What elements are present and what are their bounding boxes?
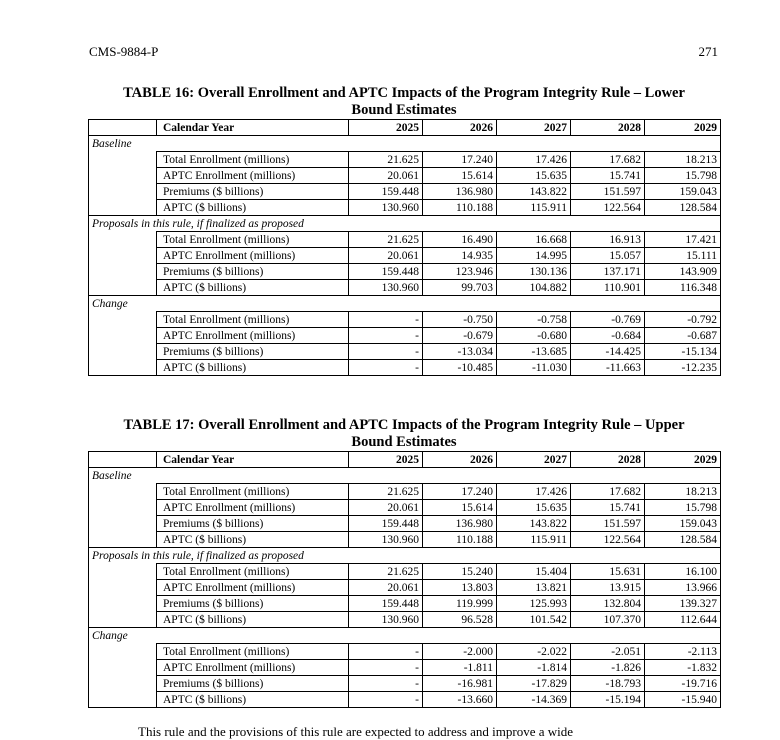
table-row	[89, 312, 721, 328]
value-cell: -0.792	[645, 312, 721, 328]
value-cell: 122.564	[571, 532, 645, 548]
year-header: 2025	[349, 120, 423, 136]
indent-cell	[89, 248, 157, 264]
value-cell: -11.663	[571, 360, 645, 376]
indent-cell	[89, 532, 157, 548]
value-cell: -12.235	[645, 360, 721, 376]
row-label: Premiums ($ billions)	[157, 676, 349, 692]
row-label: Premiums ($ billions)	[157, 184, 349, 200]
value-cell: -	[349, 692, 423, 708]
table-16-title-line2: Bound Estimates	[351, 102, 457, 118]
section-label: Proposals in this rule, if finalized as proposed	[89, 216, 721, 232]
value-cell: 13.966	[645, 580, 721, 596]
table-row	[89, 200, 721, 216]
indent-cell	[89, 264, 157, 280]
value-cell: 17.240	[423, 152, 497, 168]
value-cell: -15.134	[645, 344, 721, 360]
value-cell: 14.935	[423, 248, 497, 264]
value-cell: -0.679	[423, 328, 497, 344]
table-header-row	[89, 120, 721, 136]
value-cell: 18.213	[645, 484, 721, 500]
section-row	[89, 136, 721, 152]
value-cell: 21.625	[349, 564, 423, 580]
value-cell: -1.832	[645, 660, 721, 676]
table-17-block	[88, 417, 720, 708]
row-label: APTC ($ billions)	[157, 532, 349, 548]
value-cell: 15.635	[497, 168, 571, 184]
value-cell: 17.426	[497, 152, 571, 168]
indent-cell	[89, 328, 157, 344]
table-row	[89, 152, 721, 168]
indent-cell	[89, 280, 157, 296]
row-label: APTC ($ billions)	[157, 360, 349, 376]
table-row	[89, 232, 721, 248]
value-cell: 130.960	[349, 200, 423, 216]
table-row	[89, 280, 721, 296]
value-cell: 104.882	[497, 280, 571, 296]
section-label: Change	[89, 628, 721, 644]
value-cell: 17.682	[571, 152, 645, 168]
section-row	[89, 548, 721, 564]
section-row	[89, 216, 721, 232]
value-cell: 20.061	[349, 168, 423, 184]
value-cell: -	[349, 344, 423, 360]
table-row	[89, 264, 721, 280]
value-cell: 16.668	[497, 232, 571, 248]
row-label: Total Enrollment (millions)	[157, 152, 349, 168]
year-header: 2029	[645, 120, 721, 136]
value-cell: 15.404	[497, 564, 571, 580]
table-row	[89, 612, 721, 628]
indent-cell	[89, 644, 157, 660]
value-cell: 130.960	[349, 612, 423, 628]
value-cell: -14.425	[571, 344, 645, 360]
value-cell: 15.635	[497, 500, 571, 516]
value-cell: 15.614	[423, 500, 497, 516]
indent-cell	[89, 564, 157, 580]
table-header-row	[89, 452, 721, 468]
column-header-calendar-year: Calendar Year	[157, 120, 349, 136]
value-cell: 15.631	[571, 564, 645, 580]
table-row	[89, 596, 721, 612]
row-label: APTC ($ billions)	[157, 612, 349, 628]
value-cell: 16.490	[423, 232, 497, 248]
value-cell: 119.999	[423, 596, 497, 612]
value-cell: 143.909	[645, 264, 721, 280]
value-cell: 15.057	[571, 248, 645, 264]
indent-cell	[89, 676, 157, 692]
value-cell: 159.448	[349, 596, 423, 612]
table-17-title-line1: TABLE 17: Overall Enrollment and APTC Impacts of the Program Integrity Rule – Upper	[123, 417, 685, 433]
value-cell: -11.030	[497, 360, 571, 376]
indent-cell	[89, 184, 157, 200]
indent-cell	[89, 344, 157, 360]
value-cell: -0.769	[571, 312, 645, 328]
section-row	[89, 468, 721, 484]
row-label: APTC Enrollment (millions)	[157, 500, 349, 516]
value-cell: -16.981	[423, 676, 497, 692]
value-cell: 116.348	[645, 280, 721, 296]
value-cell: -0.758	[497, 312, 571, 328]
table-row	[89, 692, 721, 708]
table-row	[89, 500, 721, 516]
value-cell: 125.993	[497, 596, 571, 612]
value-cell: -0.680	[497, 328, 571, 344]
table-17-title-line2: Bound Estimates	[351, 434, 457, 450]
table-row	[89, 168, 721, 184]
indent-cell	[89, 152, 157, 168]
row-label: APTC ($ billions)	[157, 200, 349, 216]
value-cell: 130.136	[497, 264, 571, 280]
value-cell: 143.822	[497, 184, 571, 200]
value-cell: 20.061	[349, 248, 423, 264]
indent-cell	[89, 692, 157, 708]
value-cell: 15.741	[571, 500, 645, 516]
value-cell: -	[349, 360, 423, 376]
table-row	[89, 644, 721, 660]
indent-cell	[89, 660, 157, 676]
value-cell: 143.822	[497, 516, 571, 532]
row-label: APTC Enrollment (millions)	[157, 580, 349, 596]
value-cell: 115.911	[497, 532, 571, 548]
value-cell: 110.901	[571, 280, 645, 296]
value-cell: 15.798	[645, 168, 721, 184]
value-cell: 136.980	[423, 516, 497, 532]
year-header: 2025	[349, 452, 423, 468]
row-label: Total Enrollment (millions)	[157, 484, 349, 500]
indent-cell	[89, 580, 157, 596]
section-row	[89, 296, 721, 312]
value-cell: -2.113	[645, 644, 721, 660]
table-16-title	[88, 85, 720, 119]
value-cell: 99.703	[423, 280, 497, 296]
value-cell: 151.597	[571, 516, 645, 532]
value-cell: -1.814	[497, 660, 571, 676]
value-cell: -0.750	[423, 312, 497, 328]
value-cell: 112.644	[645, 612, 721, 628]
row-label: Premiums ($ billions)	[157, 264, 349, 280]
value-cell: -	[349, 312, 423, 328]
table-16	[88, 119, 721, 376]
year-header: 2029	[645, 452, 721, 468]
value-cell: -2.051	[571, 644, 645, 660]
year-header: 2026	[423, 120, 497, 136]
section-label: Baseline	[89, 468, 721, 484]
table-row	[89, 184, 721, 200]
value-cell: 159.448	[349, 516, 423, 532]
section-row	[89, 628, 721, 644]
section-label: Proposals in this rule, if finalized as proposed	[89, 548, 721, 564]
value-cell: 21.625	[349, 152, 423, 168]
indent-cell	[89, 500, 157, 516]
table-16-block	[88, 85, 720, 376]
section-label: Change	[89, 296, 721, 312]
row-label: Total Enrollment (millions)	[157, 232, 349, 248]
value-cell: 16.100	[645, 564, 721, 580]
value-cell: 128.584	[645, 200, 721, 216]
value-cell: 20.061	[349, 500, 423, 516]
row-label: APTC Enrollment (millions)	[157, 660, 349, 676]
value-cell: -13.685	[497, 344, 571, 360]
value-cell: 110.188	[423, 200, 497, 216]
indent-cell	[89, 596, 157, 612]
value-cell: 110.188	[423, 532, 497, 548]
year-header: 2027	[497, 452, 571, 468]
value-cell: -19.716	[645, 676, 721, 692]
indent-cell	[89, 360, 157, 376]
year-header: 2027	[497, 120, 571, 136]
row-label: APTC ($ billions)	[157, 280, 349, 296]
year-header: 2028	[571, 120, 645, 136]
value-cell: 17.426	[497, 484, 571, 500]
table-row	[89, 660, 721, 676]
value-cell: -2.000	[423, 644, 497, 660]
row-label: Premiums ($ billions)	[157, 516, 349, 532]
row-label: Premiums ($ billions)	[157, 344, 349, 360]
indent-cell	[89, 516, 157, 532]
document-id: CMS-9884-P	[89, 44, 159, 59]
table-row	[89, 564, 721, 580]
value-cell: -15.940	[645, 692, 721, 708]
year-header: 2026	[423, 452, 497, 468]
value-cell: 101.542	[497, 612, 571, 628]
indent-cell	[89, 200, 157, 216]
value-cell: 115.911	[497, 200, 571, 216]
value-cell: 96.528	[423, 612, 497, 628]
row-label: APTC ($ billions)	[157, 692, 349, 708]
table-17-title	[88, 417, 720, 451]
table-row	[89, 484, 721, 500]
table-row	[89, 344, 721, 360]
value-cell: 15.798	[645, 500, 721, 516]
header-empty-cell	[89, 452, 157, 468]
value-cell: 128.584	[645, 532, 721, 548]
value-cell: 123.946	[423, 264, 497, 280]
value-cell: -17.829	[497, 676, 571, 692]
value-cell: -1.826	[571, 660, 645, 676]
footer-partial-text: This rule and the provisions of this rule are expected to address and improve a wide	[138, 724, 574, 739]
row-label: Premiums ($ billions)	[157, 596, 349, 612]
value-cell: 159.448	[349, 264, 423, 280]
value-cell: 15.741	[571, 168, 645, 184]
page-number: 271	[698, 44, 718, 59]
table-row	[89, 676, 721, 692]
value-cell: -	[349, 328, 423, 344]
value-cell: 21.625	[349, 232, 423, 248]
value-cell: -14.369	[497, 692, 571, 708]
row-label: APTC Enrollment (millions)	[157, 168, 349, 184]
value-cell: 151.597	[571, 184, 645, 200]
table-17	[88, 451, 721, 708]
table-16-title-line1: TABLE 16: Overall Enrollment and APTC Impacts of the Program Integrity Rule – Lower	[123, 85, 685, 101]
value-cell: -10.485	[423, 360, 497, 376]
table-row	[89, 580, 721, 596]
value-cell: 20.061	[349, 580, 423, 596]
row-label: Total Enrollment (millions)	[157, 312, 349, 328]
row-label: Total Enrollment (millions)	[157, 644, 349, 660]
table-row	[89, 248, 721, 264]
indent-cell	[89, 612, 157, 628]
value-cell: 17.682	[571, 484, 645, 500]
value-cell: -1.811	[423, 660, 497, 676]
value-cell: 159.448	[349, 184, 423, 200]
indent-cell	[89, 168, 157, 184]
value-cell: -18.793	[571, 676, 645, 692]
table-row	[89, 360, 721, 376]
value-cell: 17.421	[645, 232, 721, 248]
value-cell: 15.240	[423, 564, 497, 580]
value-cell: -	[349, 660, 423, 676]
column-header-calendar-year: Calendar Year	[157, 452, 349, 468]
value-cell: 122.564	[571, 200, 645, 216]
value-cell: 132.804	[571, 596, 645, 612]
value-cell: 17.240	[423, 484, 497, 500]
value-cell: 107.370	[571, 612, 645, 628]
value-cell: 14.995	[497, 248, 571, 264]
value-cell: 139.327	[645, 596, 721, 612]
header-empty-cell	[89, 120, 157, 136]
value-cell: 130.960	[349, 280, 423, 296]
value-cell: 13.821	[497, 580, 571, 596]
value-cell: 15.111	[645, 248, 721, 264]
value-cell: -0.687	[645, 328, 721, 344]
value-cell: 21.625	[349, 484, 423, 500]
value-cell: 13.915	[571, 580, 645, 596]
value-cell: -0.684	[571, 328, 645, 344]
value-cell: -	[349, 676, 423, 692]
row-label: APTC Enrollment (millions)	[157, 248, 349, 264]
value-cell: 159.043	[645, 516, 721, 532]
table-row	[89, 516, 721, 532]
value-cell: 136.980	[423, 184, 497, 200]
table-row	[89, 328, 721, 344]
value-cell: 130.960	[349, 532, 423, 548]
value-cell: 13.803	[423, 580, 497, 596]
value-cell: -2.022	[497, 644, 571, 660]
value-cell: -15.194	[571, 692, 645, 708]
value-cell: -	[349, 644, 423, 660]
value-cell: 137.171	[571, 264, 645, 280]
value-cell: 16.913	[571, 232, 645, 248]
value-cell: -13.660	[423, 692, 497, 708]
table-row	[89, 532, 721, 548]
value-cell: 18.213	[645, 152, 721, 168]
value-cell: -13.034	[423, 344, 497, 360]
indent-cell	[89, 312, 157, 328]
row-label: Total Enrollment (millions)	[157, 564, 349, 580]
value-cell: 159.043	[645, 184, 721, 200]
year-header: 2028	[571, 452, 645, 468]
value-cell: 15.614	[423, 168, 497, 184]
indent-cell	[89, 484, 157, 500]
indent-cell	[89, 232, 157, 248]
section-label: Baseline	[89, 136, 721, 152]
row-label: APTC Enrollment (millions)	[157, 328, 349, 344]
